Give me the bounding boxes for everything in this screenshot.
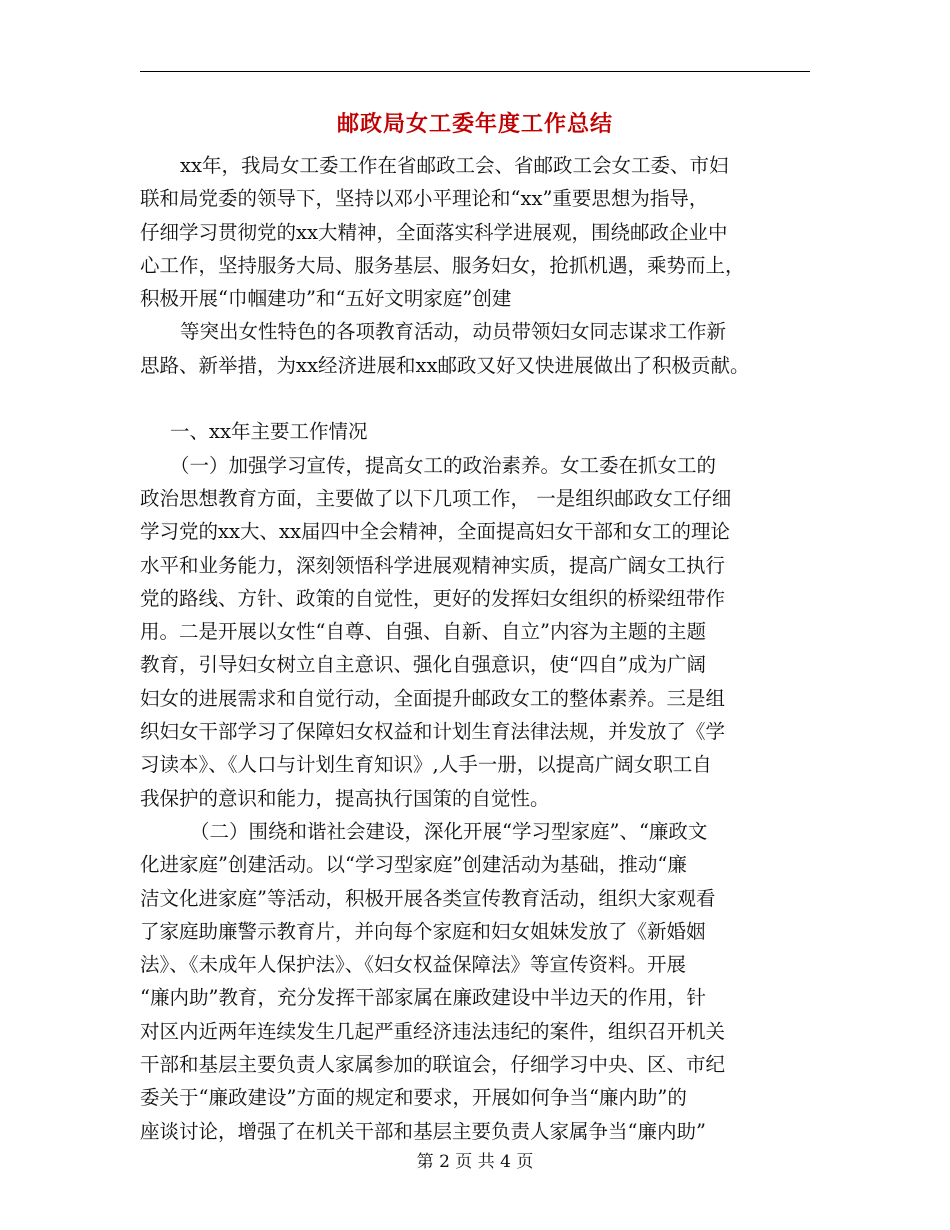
paragraph-line: 座谈讨论，增强了在机关干部和基层主要负责人家属争当“廉内助”	[140, 1119, 706, 1143]
paragraph-line: 水平和业务能力，深刻领悟科学进展观精神实质，提高广阔女工执行	[140, 553, 726, 577]
paragraph-line: 我保护的意识和能力，提高执行国策的自觉性。	[140, 786, 550, 810]
paragraph-line: 了家庭助廉警示教育片，并向每个家庭和妇女姐妹发放了《新婚姻	[140, 919, 706, 943]
paragraph-line: 学习党的xx大、xx届四中全会精神，全面提高妇女干部和女工的理论	[140, 520, 730, 544]
paragraph-line: 织妇女干部学习了保障妇女权益和计划生育法律法规，并发放了《学	[140, 720, 726, 744]
header-rule	[140, 71, 810, 72]
paragraph-line: “廉内助”教育，充分发挥干部家属在廉政建设中半边天的作用，针	[140, 986, 706, 1010]
paragraph-line: 法》、《未成年人保护法》、《妇女权益保障法》等宣传资料。开展	[140, 953, 687, 977]
paragraph-line: 思路、新举措，为xx经济进展和xx邮政又好又快进展做出了积极贡献。	[140, 353, 750, 377]
paragraph-line: 等突出女性特色的各项教育活动，动员带领妇女同志谋求工作新	[180, 320, 727, 344]
paragraph-line: （一）加强学习宣传，提高女工的政治素养。女工委在抓女工的	[170, 453, 717, 477]
paragraph-line: 党的路线、方针、政策的自觉性，更好的发挥妇女组织的桥梁纽带作	[140, 586, 726, 610]
paragraph-line: 洁文化进家庭”等活动，积极开展各类宣传教育活动，组织大家观看	[140, 886, 716, 910]
document-title: 邮政局女工委年度工作总结	[336, 112, 613, 137]
paragraph-line: xx年，我局女工委工作在省邮政工会、省邮政工会女工委、市妇	[180, 154, 729, 177]
paragraph-line: 联和局党委的领导下，坚持以邓小平理论和“xx”重要思想为指导，	[140, 187, 709, 211]
paragraph-line: 委关于“廉政建设”方面的规定和要求，开展如何争当“廉内助”的	[140, 1086, 687, 1110]
section-heading: 一、xx年主要工作情况	[170, 420, 368, 444]
paragraph-line: 对区内近两年连续发生几起严重经济违法违纪的案件，组织召开机关	[140, 1019, 726, 1043]
paragraph-line: 习读本》、《人口与计划生育知识》,人手一册，以提高广阔女职工自	[140, 753, 712, 777]
paragraph-spacer	[140, 382, 812, 415]
paragraph-line: 心工作，坚持服务大局、服务基层、服务妇女，抢抓机遇，乘势而上，	[140, 253, 745, 277]
paragraph-line: 积极开展“巾帼建功”和“五好文明家庭”创建	[140, 287, 512, 311]
document-body	[140, 149, 812, 1148]
paragraph-line: （二）围绕和谐社会建设，深化开展“学习型家庭”、“廉政文	[190, 819, 708, 843]
paragraph-line: 妇女的进展需求和自觉行动，全面提升邮政女工的整体素养。三是组	[140, 686, 726, 710]
paragraph-line: 仔细学习贯彻党的xx大精神，全面落实科学进展观，围绕邮政企业中	[140, 220, 728, 244]
paragraph-line: 化进家庭”创建活动。以“学习型家庭”创建活动为基础，推动“廉	[140, 853, 687, 877]
paragraph-line: 政治思想教育方面，主要做了以下几项工作， 一是组织邮政女工仔细	[140, 486, 732, 510]
paragraph-line: 用。二是开展以女性“自尊、自强、自新、自立”内容为主题的主题	[140, 620, 706, 644]
page-number-footer: 第 2 页 共 4 页	[416, 1152, 534, 1172]
paragraph-line: 干部和基层主要负责人家属参加的联谊会，仔细学习中央、区、市纪	[140, 1053, 726, 1077]
paragraph-line: 教育，引导妇女树立自主意识、强化自强意识，使“四自”成为广阔	[140, 653, 706, 677]
